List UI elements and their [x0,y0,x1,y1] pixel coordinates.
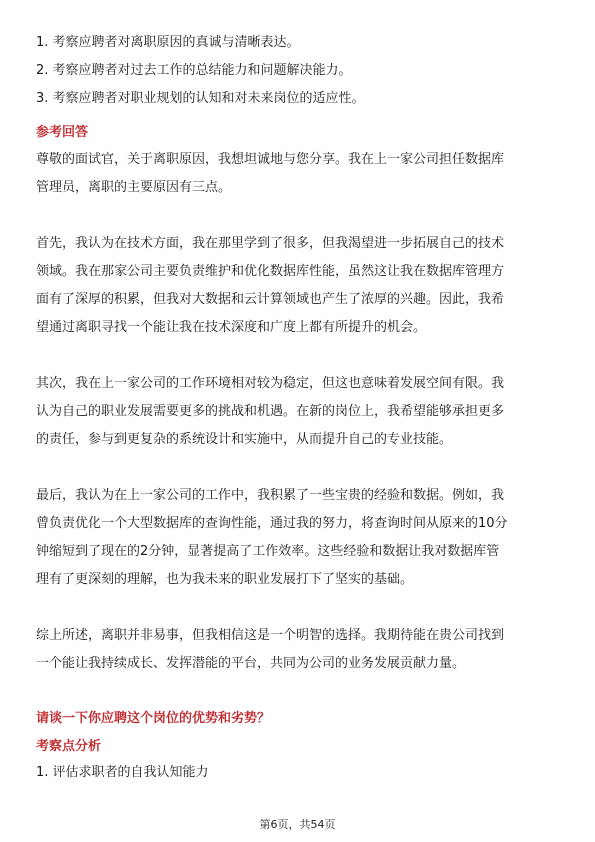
paragraph-line: 望通过离职寻找一个能让我在技术深度和广度上都有所提升的机会。 [36,320,427,335]
paragraph-line: 面有了深厚的积累，但我对大数据和云计算领域也产生了浓厚的兴趣。因此，我希 [36,292,505,307]
paragraph-line: 钟缩短到了现在的2分钟，显著提高了工作效率。这些经验和数据让我对数据库管 [36,544,500,559]
page-footer: 第6页，共54页 [259,818,336,831]
paragraph-line: 其次，我在上一家公司的工作环境相对较为稳定，但这也意味着发展空间有限。我 [36,376,505,391]
answer-heading: 参考回答 [36,125,89,140]
analysis-item-1: 1. 评估求职者的自我认知能力 [36,765,209,780]
paragraph-line: 最后，我认为在上一家公司的工作中，我积累了一些宝贵的经验和数据。例如，我 [36,488,505,503]
paragraph-line: 首先，我认为在技术方面，我在那里学到了很多，但我渴望进一步拓展自己的技术 [36,236,505,251]
criteria-item-2: 2. 考察应聘者对过去工作的总结能力和问题解决能力。 [36,63,352,78]
paragraph-line: 认为自己的职业发展需要更多的挑战和机遇。在新的岗位上，我希望能够承担更多 [36,404,505,419]
paragraph-line: 尊敬的面试官，关于离职原因，我想坦诚地与您分享。我在上一家公司担任数据库 [36,152,505,167]
criteria-item-3: 3. 考察应聘者对职业规划的认知和对未来岗位的适应性。 [36,91,365,106]
paragraph-line: 领域。我在那家公司主要负责维护和优化数据库性能，虽然这让我在数据库管理方 [36,264,505,279]
next-question-heading: 请谈一下你应聘这个岗位的优势和劣势？ [36,711,271,726]
paragraph-line: 曾负责优化一个大型数据库的查询性能，通过我的努力，将查询时间从原来的10分 [36,516,508,531]
criteria-item-1: 1. 考察应聘者对离职原因的真诚与清晰表达。 [36,35,300,50]
paragraph-line: 理有了更深刻的理解，也为我未来的职业发展打下了坚实的基础。 [36,572,414,587]
paragraph-line: 综上所述，离职并非易事，但我相信这是一个明智的选择。我期待能在贵公司找到 [36,628,505,643]
paragraph-line: 管理员，离职的主要原因有三点。 [36,180,232,195]
paragraph-line: 的责任，参与到更复杂的系统设计和实施中，从而提升自己的专业技能。 [36,432,453,447]
paragraph-line: 一个能让我持续成长、发挥潜能的平台，共同为公司的业务发展贡献力量。 [36,656,466,671]
analysis-heading: 考察点分析 [36,739,102,754]
